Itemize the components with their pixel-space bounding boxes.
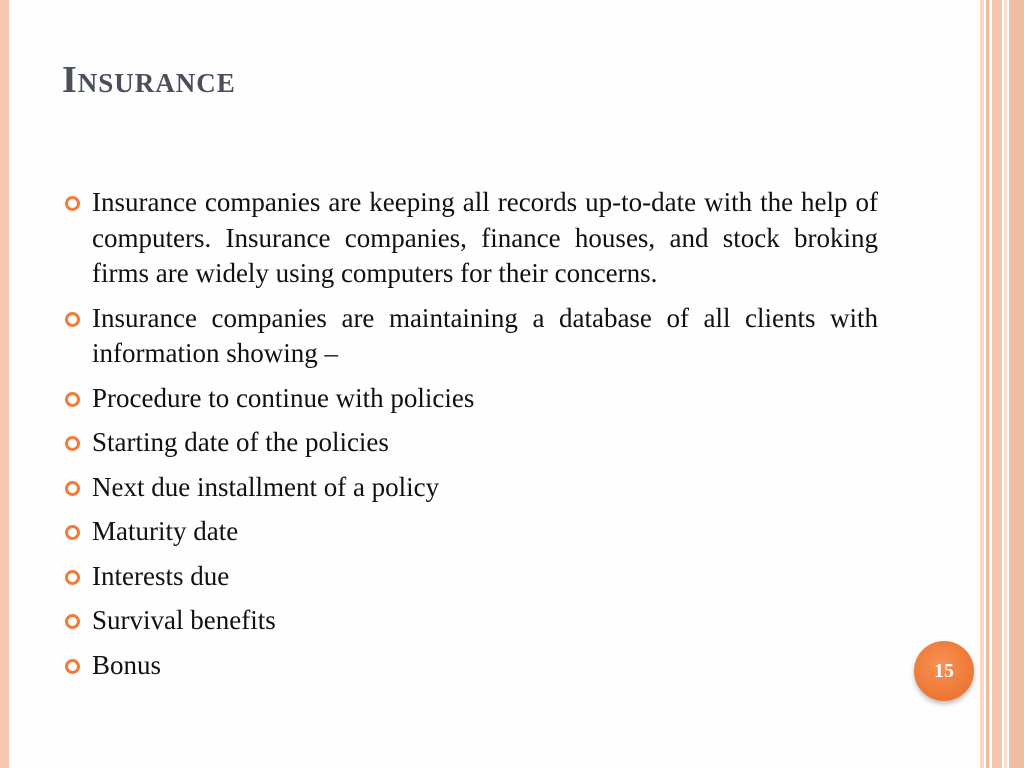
slide-title: Insurance <box>62 59 236 101</box>
bullet-item <box>62 603 878 639</box>
stripe <box>1004 0 1007 768</box>
stripe <box>980 0 984 768</box>
bullet-text: Insurance companies are maintaining a database of all clients with information showing – <box>92 302 878 368</box>
ring-bullet-icon <box>65 659 80 674</box>
bullet-list <box>62 185 878 692</box>
bullet-text: Interests due <box>92 560 230 591</box>
bullet-text: Next due installment of a policy <box>92 471 440 502</box>
bullet-item <box>62 301 878 372</box>
bullet-item <box>62 648 878 684</box>
ring-bullet-icon <box>65 196 80 211</box>
stripe <box>986 0 989 768</box>
ring-bullet-icon <box>65 570 80 585</box>
left-border-stripe <box>0 0 9 768</box>
ring-bullet-icon <box>65 312 80 327</box>
ring-bullet-icon <box>65 614 80 629</box>
stripe <box>992 0 1002 768</box>
ring-bullet-icon <box>65 392 80 407</box>
bullet-item <box>62 425 878 461</box>
page-number: 15 <box>934 659 954 682</box>
bullet-item <box>62 514 878 550</box>
stripe <box>1009 0 1024 768</box>
bullet-item <box>62 559 878 595</box>
bullet-item <box>62 470 878 506</box>
bullet-text: Starting date of the policies <box>92 427 389 457</box>
bullet-text: Maturity date <box>92 516 239 546</box>
bullet-text: Survival benefits <box>92 605 276 635</box>
bullet-text: Insurance companies are keeping all records up-to-date with the help of computers. Insurance companies, finance houses, and stock broking firms are widely using computers for their concerns. <box>92 187 878 288</box>
bullet-text: Procedure to continue with policies <box>92 382 475 413</box>
ring-bullet-icon <box>65 525 80 540</box>
ring-bullet-icon <box>65 481 80 496</box>
right-border-stripes <box>980 0 1024 768</box>
bullet-item <box>62 381 878 417</box>
bullet-item <box>62 185 878 292</box>
page-number-badge <box>914 641 974 701</box>
ring-bullet-icon <box>65 436 80 451</box>
bullet-text: Bonus <box>92 649 162 680</box>
